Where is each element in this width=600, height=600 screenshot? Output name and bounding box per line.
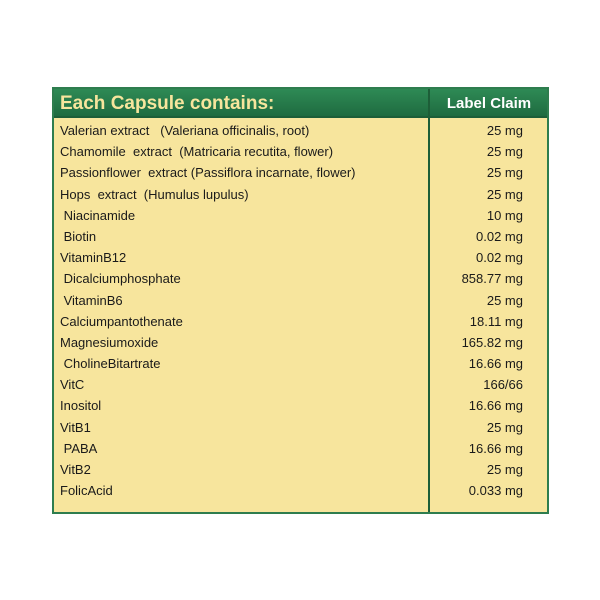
label-claim-value: 25 mg xyxy=(486,462,523,477)
ingredient-name: Dicalciumphosphate xyxy=(60,271,181,287)
table-row xyxy=(54,141,547,162)
table-header xyxy=(54,89,547,118)
table-row xyxy=(54,120,547,141)
ingredient-name: Inositol xyxy=(60,398,102,414)
ingredient-name: Passionflower extract (Passiflora incarnate, flower) xyxy=(60,165,356,181)
label-claim-value: 166/66 xyxy=(483,377,523,393)
table-row xyxy=(54,162,547,183)
label-claim-value: 25 mg xyxy=(486,144,523,160)
table-row xyxy=(54,226,547,247)
header-label-claim: Label Claim xyxy=(446,95,532,112)
label-claim-value: 25 mg xyxy=(486,186,523,202)
ingredient-name: VitC xyxy=(60,377,85,393)
label-claim-value: 16.66 mg xyxy=(468,356,523,372)
label-claim-value: 10 mg xyxy=(486,207,523,223)
table-row xyxy=(54,184,547,205)
label-claim-value: 18.11 mg xyxy=(469,313,523,329)
ingredient-name: PABA xyxy=(60,440,98,456)
table-row xyxy=(54,311,547,332)
ingredient-name: Valerian extract (Valeriana officinalis, root) xyxy=(60,123,310,138)
table-row xyxy=(54,395,547,416)
label-claim-value: 165.82 mg xyxy=(461,334,523,350)
table-row xyxy=(54,290,547,311)
ingredient-name: Hops extract (Humulus lupulus) xyxy=(60,186,249,202)
table-row xyxy=(54,268,547,289)
ingredient-name: Chamomile extract (Matricaria recutita, flower) xyxy=(60,144,334,160)
ingredient-name: Biotin xyxy=(60,228,97,244)
label-claim-value: 25 mg xyxy=(486,165,523,181)
label-claim-value: 858.77 mg xyxy=(461,271,523,287)
ingredient-name: VitB2 xyxy=(60,462,91,477)
ingredient-name: VitaminB6 xyxy=(60,292,123,308)
table-row xyxy=(54,205,547,226)
label-claim-value: 16.66 mg xyxy=(468,398,523,414)
label-claim-value: 0.033 mg xyxy=(468,483,523,499)
table-row xyxy=(54,438,547,459)
label-claim-value: 0.02 mg xyxy=(476,228,523,244)
ingredient-name: Calciumpantothenate xyxy=(60,313,183,329)
label-claim-value: 16.66 mg xyxy=(468,440,523,456)
table-row xyxy=(54,353,547,374)
table-row xyxy=(54,374,547,395)
supplement-facts-table xyxy=(52,87,549,514)
label-claim-value: 25 mg xyxy=(486,419,523,435)
ingredient-name: CholineBitartrate xyxy=(60,356,161,372)
ingredient-name: FolicAcid xyxy=(60,483,113,499)
table-row xyxy=(54,247,547,268)
ingredient-name: VitB1 xyxy=(60,419,91,435)
table-row xyxy=(54,417,547,438)
label-claim-value: 25 mg xyxy=(486,292,523,308)
header-each-capsule-contains: Each Capsule contains: xyxy=(60,93,275,114)
table-row xyxy=(54,459,547,480)
table-row xyxy=(54,332,547,353)
ingredient-name: VitaminB12 xyxy=(60,250,127,266)
ingredient-name: Niacinamide xyxy=(60,207,136,223)
table-row xyxy=(54,480,547,501)
label-claim-value: 25 mg xyxy=(486,123,523,138)
ingredient-name: Magnesiumoxide xyxy=(60,334,159,350)
label-claim-value: 0.02 mg xyxy=(476,250,523,266)
ingredient-rows xyxy=(54,120,547,501)
